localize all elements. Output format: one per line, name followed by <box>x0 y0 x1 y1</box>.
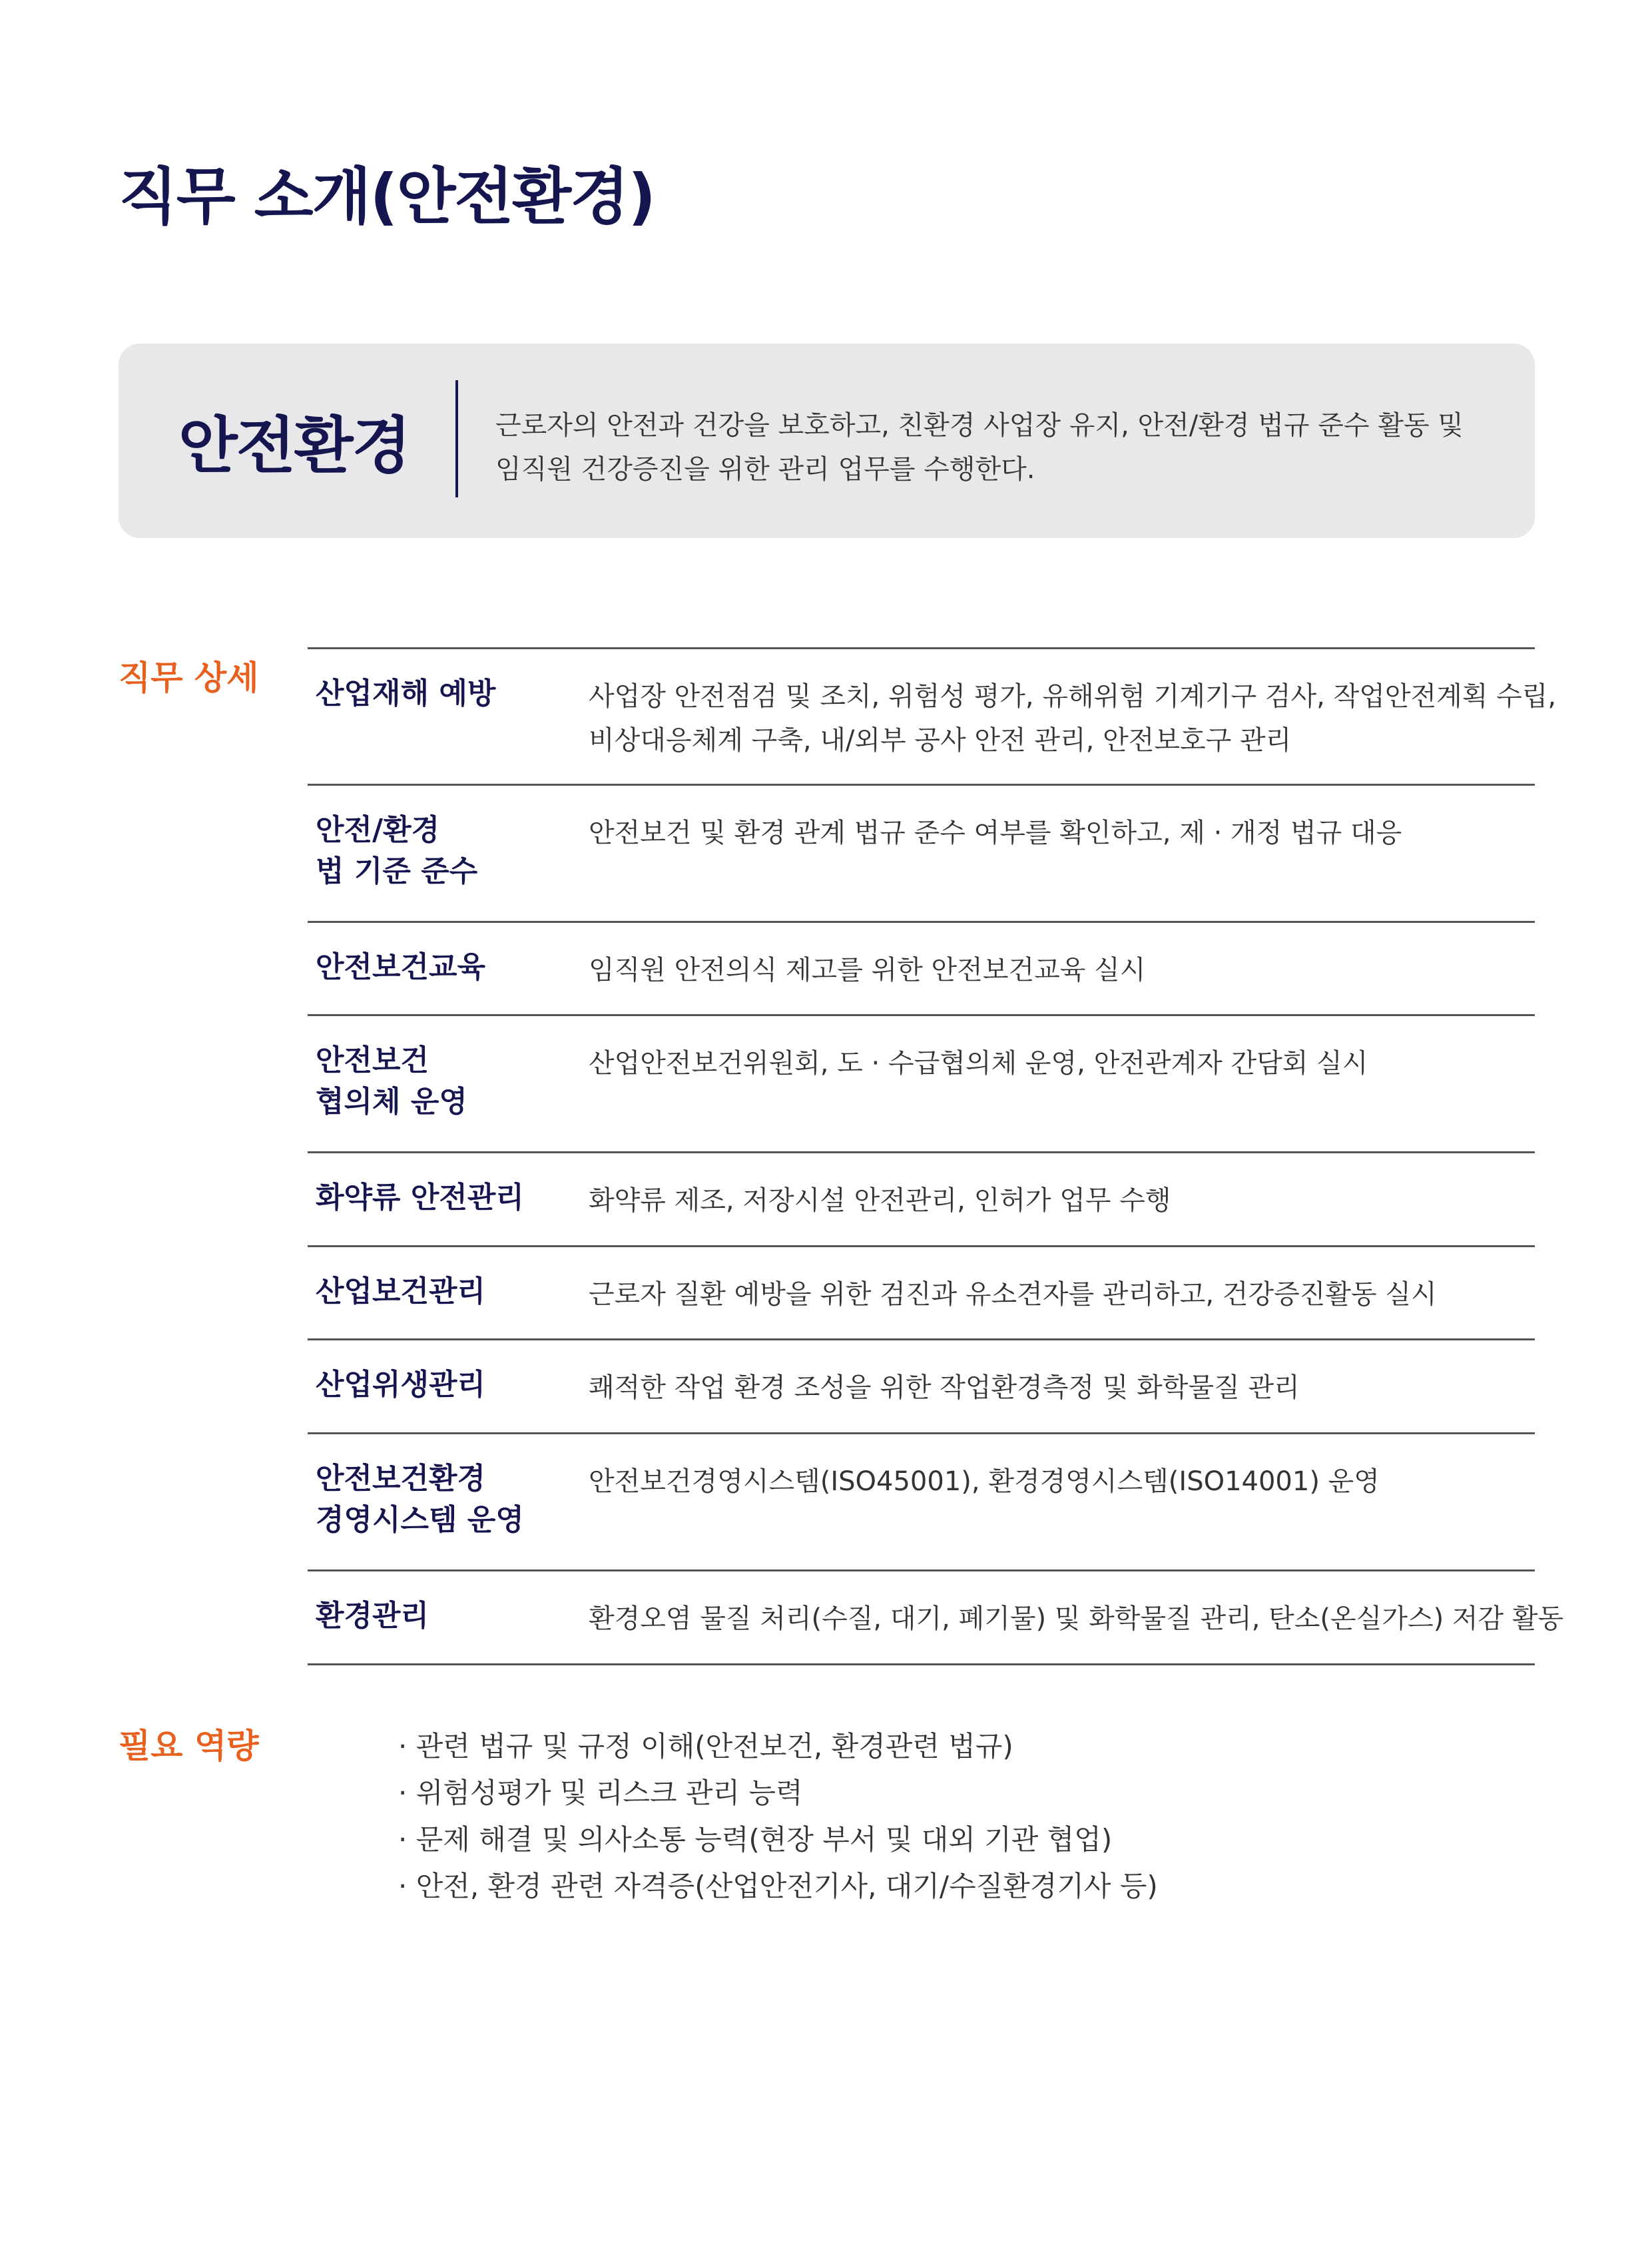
detail-category <box>316 1595 575 1637</box>
job-summary-title: 안전환경 <box>178 410 410 481</box>
competency-list <box>398 1723 1158 1910</box>
job-summary-description <box>495 404 1521 491</box>
summary-description-line: 임직원 건강증진을 위한 관리 업무를 수행한다. <box>495 454 1035 485</box>
detail-category <box>316 1271 575 1312</box>
detail-description <box>589 1597 1564 1641</box>
detail-category-line: 경영시스템 운영 <box>316 1503 524 1537</box>
detail-row <box>308 1153 1535 1247</box>
required-competencies-label: 필요 역량 <box>119 1727 259 1765</box>
detail-category <box>316 1364 575 1406</box>
competency-item: · 안전, 환경 관련 자격증(산업안전기사, 대기/수질환경기사 등) <box>398 1870 1158 1902</box>
detail-row <box>308 1434 1535 1571</box>
detail-row <box>308 1340 1535 1434</box>
detail-row <box>308 786 1535 923</box>
detail-row <box>308 1247 1535 1340</box>
job-details-table <box>308 647 1564 1665</box>
summary-divider <box>455 380 458 497</box>
detail-category-line: 산업보건관리 <box>316 1274 486 1308</box>
detail-category-line: 안전보건환경 <box>316 1462 486 1496</box>
competency-item: · 관련 법규 및 규정 이해(안전보건, 환경관련 법규) <box>398 1730 1013 1763</box>
detail-category <box>316 1177 575 1219</box>
detail-row <box>308 1016 1535 1153</box>
competency-item: · 문제 해결 및 의사소통 능력(현장 부서 및 대외 기관 협업) <box>398 1823 1113 1856</box>
detail-description-line: 산업안전보건위원회, 도 · 수급협의체 운영, 안전관계자 간담회 실시 <box>589 1048 1368 1079</box>
detail-description <box>589 1179 1527 1223</box>
detail-category-line: 환경관리 <box>316 1599 429 1633</box>
detail-category-line: 안전/환경 <box>316 813 440 847</box>
detail-category-line: 안전보건 <box>316 1043 429 1077</box>
detail-description-line: 환경오염 물질 처리(수질, 대기, 폐기물) 및 화학물질 관리, 탄소(온실가스) 저감 활동 <box>589 1603 1564 1634</box>
detail-row <box>308 923 1535 1016</box>
detail-category-line: 법 기준 준수 <box>316 854 478 888</box>
detail-category <box>316 1458 575 1541</box>
detail-description-line: 화약류 제조, 저장시설 안전관리, 인허가 업무 수행 <box>589 1185 1171 1216</box>
summary-description-line: 근로자의 안전과 건강을 보호하고, 친환경 사업장 유지, 안전/환경 법규 준수 활동 및 <box>495 410 1464 441</box>
detail-description-line: 임직원 안전의식 제고를 위한 안전보건교육 실시 <box>589 955 1146 985</box>
competency-item: · 위험성평가 및 리스크 관리 능력 <box>398 1777 803 1809</box>
detail-category <box>316 810 575 892</box>
page-title: 직무 소개(안전환경) <box>119 161 655 232</box>
detail-row <box>308 1571 1564 1665</box>
detail-description-line: 쾌적한 작업 환경 조성을 위한 작업환경측정 및 화학물질 관리 <box>589 1372 1300 1403</box>
detail-category <box>316 1040 575 1123</box>
detail-description-line: 안전보건경영시스템(ISO45001), 환경경영시스템(ISO14001) 운영 <box>589 1466 1380 1497</box>
detail-description <box>589 675 1557 762</box>
detail-description-line: 근로자 질환 예방을 위한 검진과 유소견자를 관리하고, 건강증진활동 실시 <box>589 1279 1437 1310</box>
detail-description <box>589 811 1527 855</box>
detail-description-line: 비상대응체계 구축, 내/외부 공사 안전 관리, 안전보호구 관리 <box>589 725 1292 756</box>
detail-category-line: 안전보건교육 <box>316 950 486 984</box>
detail-category <box>316 947 575 988</box>
detail-row <box>308 649 1557 786</box>
detail-description-line: 사업장 안전점검 및 조치, 위험성 평가, 유해위험 기계기구 검사, 작업안전계획 수립, <box>589 681 1557 712</box>
job-summary-box <box>119 344 1535 538</box>
detail-description <box>589 1366 1527 1410</box>
detail-description <box>589 1460 1527 1504</box>
detail-description <box>589 1041 1527 1085</box>
detail-category-line: 협의체 운영 <box>316 1085 467 1119</box>
detail-description <box>589 948 1527 992</box>
detail-category-line: 산업재해 예방 <box>316 677 496 710</box>
detail-description <box>589 1272 1527 1316</box>
detail-description-line: 안전보건 및 환경 관계 법규 준수 여부를 확인하고, 제 · 개정 법규 대응 <box>589 818 1402 848</box>
detail-category <box>316 673 575 714</box>
detail-category-line: 산업위생관리 <box>316 1368 486 1402</box>
detail-category-line: 화약류 안전관리 <box>316 1181 524 1215</box>
job-details-label: 직무 상세 <box>119 659 259 697</box>
